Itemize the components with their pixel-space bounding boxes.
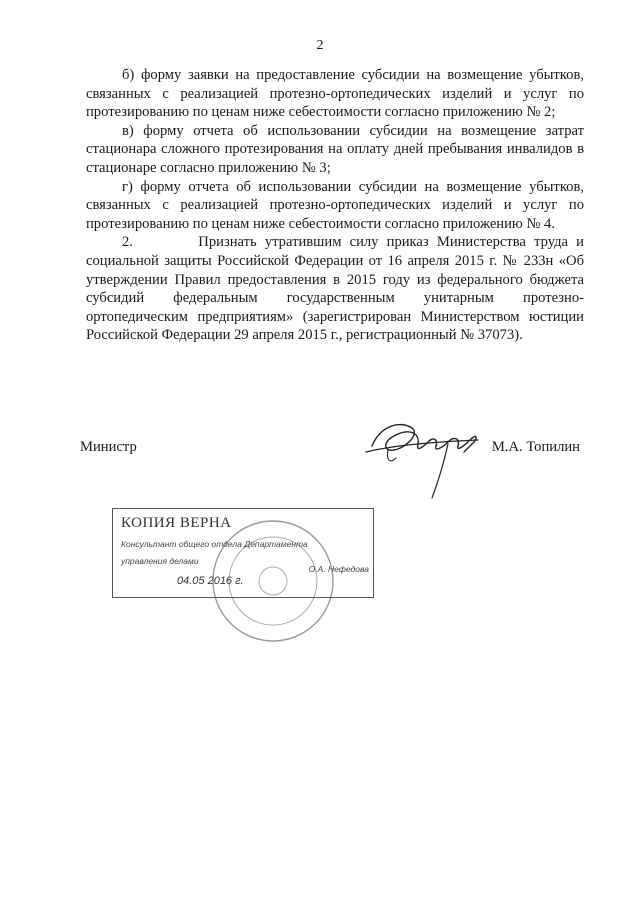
stamp-box [112, 508, 374, 598]
paragraph-item-2: 2. Признать утратившим силу приказ Министерства труда и социальной защиты Российской Федерации от 16 апреля 2015 г. № 233н «Об утверждении Правил предоставления в 2015 году из федерального бюджета субсидий федеральным государственным унитарным протезно-ортопедическим предприятиям» (зарегистрирован Министерством юстиции Российской Федерации 29 апреля 2015 г., регистрационный № 37073). [86, 234, 584, 344]
page-number: 2 [316, 38, 324, 53]
handwritten-signature [360, 406, 500, 506]
paragraph-item-v: в) форму отчета об использовании субсидии на возмещение затрат стационара сложного протезирования на оплату дней пребывания инвалидов в стационаре согласно приложению № 3; [86, 122, 584, 176]
signature-row [80, 439, 580, 463]
paragraph-item-g: г) форму отчета об использовании субсидии на возмещение убытков, связанных с реализацией протезно-ортопедических изделий и услуг по протезированию по ценам ниже себестоимости согласно приложению № 4. [86, 178, 584, 232]
stamp-position: Консультант общего отдела Департамента [121, 539, 308, 549]
document-body [86, 66, 584, 345]
certification-stamp [112, 508, 382, 636]
stamp-date: 04.05 2016 г. [177, 575, 244, 587]
signer-role: Министр [80, 439, 137, 455]
stamp-department: управления делами [121, 556, 199, 566]
signer-name: М.А. Топилин [491, 439, 580, 455]
paragraph-item-b: б) форму заявки на предоставление субсидии на возмещение убытков, связанных с реализацией протезно-ортопедических изделий и услуг по протезированию по ценам ниже себестоимости согласно приложению № 2; [86, 67, 584, 121]
stamp-person: О.А. Нефедова [308, 564, 369, 574]
stamp-title: КОПИЯ ВЕРНА [121, 515, 232, 531]
